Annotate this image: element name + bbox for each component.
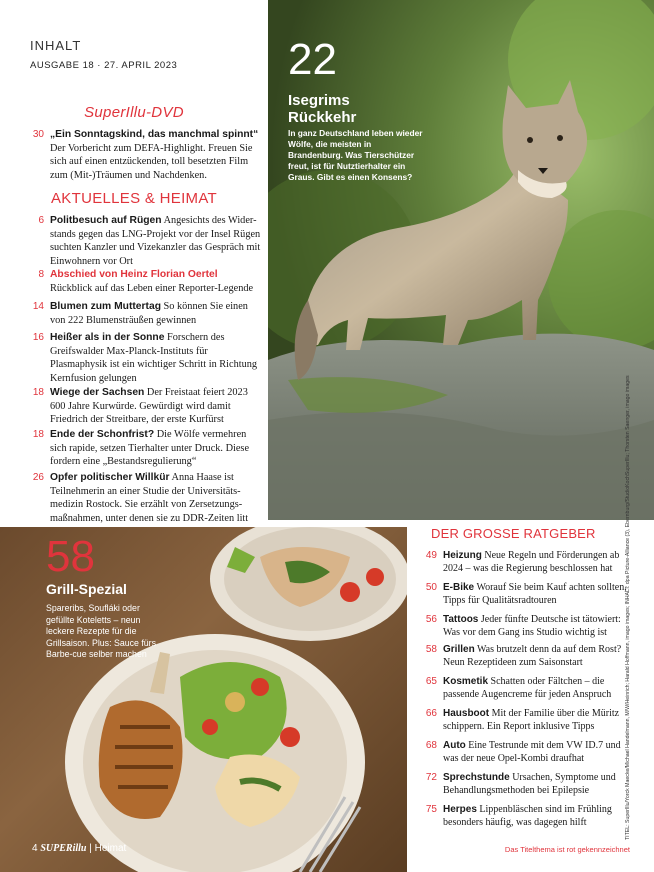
wolf-photo[interactable] [268, 0, 654, 520]
grill-page-number: 58 [46, 532, 95, 581]
wolf-title: Isegrims Rückkehr [288, 92, 357, 126]
entry-text: Die Wölfe vermehren sich rapide, setzen Tierhalter unter Druck. Diese fordern eine „Bestandsregulierung“ [50, 429, 250, 468]
toc-entry[interactable] [421, 675, 629, 703]
entry-text: Was brutzelt denn da auf dem Rost? Neun Rezeptideen zum Saisonstart [443, 644, 622, 669]
page-number: 18 [32, 429, 44, 440]
dvd-heading: SuperIllu-DVD [84, 104, 184, 121]
page-number: 18 [32, 387, 44, 398]
wolf-page-number: 22 [288, 35, 337, 84]
entry-text: Neue Regeln und Förderungen ab 2024 – was die Regierung beschlossen hat [443, 550, 620, 575]
entry-text: Angesichts des Wider-stands gegen das LNG-Projekt vor der Insel Rügen suchten Kanzler und Vizekanzler das Gespräch mit Einwohnern vor Ort [50, 215, 261, 267]
toc-entry[interactable] [421, 739, 629, 767]
entry-text: Anna Haase ist Teilnehmerin an einer Studie der Universitäts-medizin Rostock. Sie erzählt von Zersetzungs-maßnahmen, unter denen sie zu DDR-Zeiten litt [50, 472, 249, 524]
entry-title: Ende der Schonfrist? [50, 429, 155, 440]
entry-text: So können Sie einen von 222 Blumensträußen gewinnen [50, 301, 248, 326]
entry-text: Worauf Sie beim Kauf achten sollten, Tipps für Qualitätsradtouren [443, 582, 627, 607]
toc-entry[interactable] [421, 771, 629, 799]
page-number: 16 [32, 332, 44, 343]
page-number: 75 [425, 804, 437, 815]
entry-title: Opfer politischer Willkür [50, 472, 170, 483]
grill-title: Grill-Spezial [46, 581, 127, 597]
page-number: 50 [425, 582, 437, 593]
toc-entry[interactable] [421, 707, 629, 735]
entry-title: Auto [443, 740, 466, 751]
entry-title: Heizung [443, 550, 482, 561]
toc-entry[interactable] [421, 803, 629, 831]
toc-entry[interactable] [30, 428, 262, 469]
credits-text: TITEL: SuperIllu/Yorck Maecke/Michael Handelmann, M/W/Heinrich; Harald Hoffmann, imago images; INHALT: dpa Picture-Alliance (3), Ebernburg/StudioKochSuperIllu; Thorsten Saenger, imago images [625, 375, 631, 840]
grill-description: Spareribs, Soufláki oder gefüllte Koteletts – neun leckere Rezepte für die Grillsaison. Plus: Sauce fürs Barbe-cue selber machen [46, 603, 157, 659]
page-number: 49 [425, 550, 437, 561]
toc-entry[interactable] [421, 643, 629, 671]
toc-entry[interactable] [30, 386, 262, 427]
entry-text: Schatten oder Fältchen – die passende Augencreme für jeden Anspruch [443, 676, 612, 701]
entry-title: Wiege der Sachsen [50, 387, 145, 398]
entry-title: E-Bike [443, 582, 475, 593]
title-topic-hint: Das Titelthema ist rot gekennzeichnet [504, 845, 630, 854]
page-number: 56 [425, 614, 437, 625]
toc-entry[interactable] [421, 613, 629, 641]
page-number: 68 [425, 740, 437, 751]
entry-text: Ursachen, Symptome und Behandlungsmethoden bei Epilepsie [443, 772, 616, 797]
page-number: 26 [32, 472, 44, 483]
entry-title: Abschied von Heinz Florian Oertel [50, 269, 218, 280]
folio-number: 4 [32, 843, 38, 854]
ratgeber-heading: DER GROSSE RATGEBER [431, 526, 596, 541]
page-footer [32, 843, 126, 854]
entry-title: Sprechstunde [443, 772, 510, 783]
page-number: 6 [38, 215, 44, 226]
section-label: INHALT [30, 38, 82, 53]
entry-title: Tattoos [443, 614, 479, 625]
page-number: 72 [425, 772, 437, 783]
footer-section: | Heimat [89, 843, 127, 854]
entry-title: Heißer als in der Sonne [50, 332, 165, 343]
entry-text: Der Vorbericht zum DEFA-Highlight. Freuen Sie sich auf einen entzückenden, toll besetzten Film zum (Mit-)Träumen und Nachdenken. [50, 142, 253, 181]
entry-text: Forschern des Greifswalder Max-Planck-Instituts für Plasmaphysik ist ein wichtiger Schritt in Richtung Kernfusion gelungen [50, 332, 258, 384]
brand-logo: SUPERillu [40, 843, 87, 854]
entry-text: Jeder fünfte Deutsche ist tätowiert: Was vor dem Gang ins Studio wichtig ist [443, 614, 621, 639]
wolf-description: In ganz Deutschland leben wieder Wölfe, die meisten in Brandenburg. Was Tierschützer freut, ist für Nutztierhalter ein Graus. Gibt es einen Konsens? [288, 128, 423, 182]
toc-entry[interactable] [30, 268, 262, 296]
toc-entry[interactable] [30, 331, 262, 385]
page-number: 30 [32, 129, 44, 140]
entry-title: Kosmetik [443, 676, 489, 687]
entry-text: Mit der Familie über die Müritz schippern. Ein Report inklusive Tipps [443, 708, 620, 733]
contents-column [0, 0, 268, 527]
grill-photo[interactable] [0, 527, 407, 872]
entry-title: Hausboot [443, 708, 490, 719]
dvd-entry[interactable] [30, 128, 262, 184]
entry-text: Lippenbläschen sind im Frühling besonders häufig, was dagegen hilft [443, 804, 612, 829]
toc-entry[interactable] [421, 549, 629, 577]
entry-text: Der Freistaat feiert 2023 600 Jahre Kurwürde. Gewürdigt wird damit Friedrich der Streitbare, der erste Kurfürst [50, 387, 248, 426]
toc-entry[interactable] [30, 300, 262, 328]
page-number: 14 [32, 301, 44, 312]
entry-text: Rückblick auf das Leben einer Reporter-Legende [50, 282, 254, 294]
page-number: 58 [425, 644, 437, 655]
page-number: 65 [425, 676, 437, 687]
photo-credits [625, 375, 643, 840]
toc-entry[interactable] [30, 214, 262, 268]
entry-text: Eine Testrunde mit dem VW ID.7 und was der neue Opel-Kombi draufhat [443, 740, 621, 765]
entry-title: Herpes [443, 804, 477, 815]
toc-entry[interactable] [421, 581, 629, 609]
entry-title: Grillen [443, 644, 475, 655]
entry-title: Blumen zum Muttertag [50, 301, 161, 312]
entry-title: „Ein Sonntagskind, das manchmal spinnt“ [50, 129, 259, 140]
page-number: 8 [38, 269, 44, 280]
page-number: 66 [425, 708, 437, 719]
toc-entry[interactable] [30, 471, 262, 525]
ratgeber-column [407, 520, 654, 872]
issue-date: AUSGABE 18 · 27. APRIL 2023 [30, 60, 178, 71]
entry-title: Politbesuch auf Rügen [50, 215, 162, 226]
aktuelles-heading: AKTUELLES & HEIMAT [51, 190, 217, 207]
